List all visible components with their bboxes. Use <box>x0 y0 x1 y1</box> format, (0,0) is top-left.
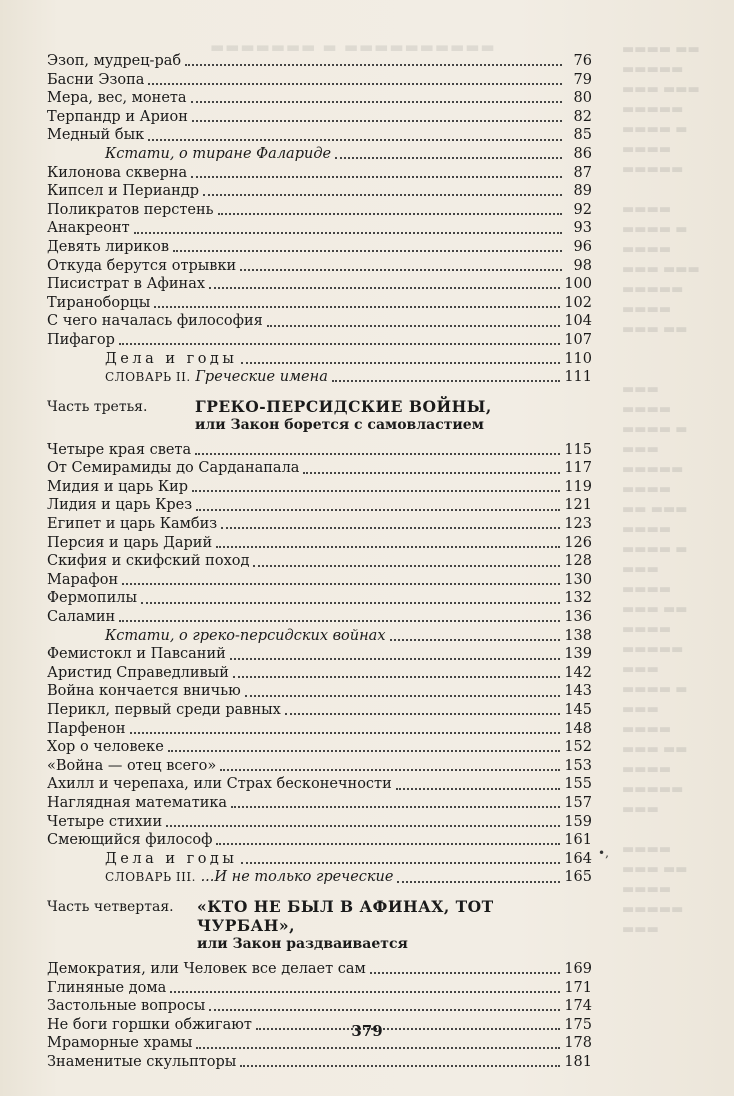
toc-entry <box>47 478 592 497</box>
toc-entry-title: Девять лириков <box>47 238 169 255</box>
dot-leader <box>209 287 560 289</box>
toc-entry-title: Не боги горшки обжигают <box>47 1016 252 1033</box>
toc-entry <box>47 294 592 313</box>
toc-entry <box>47 257 592 276</box>
toc-entry-title: Эзоп, мудрец-раб <box>47 53 182 69</box>
toc-entry-page: 85 <box>573 127 592 144</box>
dot-leader <box>218 213 562 215</box>
dot-leader <box>191 176 562 178</box>
toc-entry-title: Глиняные дома <box>47 979 167 996</box>
dot-leader <box>166 825 560 827</box>
toc-entry-title: Килонова скверна <box>47 164 188 181</box>
part-label: Часть четвертая. <box>47 898 174 915</box>
toc-entry-page: 178 <box>564 1035 592 1052</box>
dot-leader <box>130 732 561 734</box>
dot-leader <box>233 676 560 678</box>
toc-entry <box>47 331 592 350</box>
toc-entry-title: Перикл, первый среди равных <box>47 702 281 718</box>
dot-leader <box>370 972 561 974</box>
toc-entry <box>47 720 592 739</box>
toc-entry-title: Хор о человеке <box>47 739 164 756</box>
toc-entry <box>47 701 592 720</box>
toc-entry-title: Персия и царь Дарий <box>47 534 213 551</box>
dot-leader <box>216 546 560 548</box>
toc-entry <box>47 496 592 515</box>
toc-entry-page: 155 <box>564 776 592 793</box>
dot-leader <box>185 64 562 66</box>
toc-entry-page: 161 <box>564 832 592 849</box>
toc-entry-page: 87 <box>573 164 592 181</box>
dot-leader <box>119 343 560 345</box>
dot-leader <box>203 194 562 196</box>
dot-leader <box>241 362 560 364</box>
toc-entry-title: Кстати, о греко-персидских войнах <box>105 627 386 644</box>
toc-entry <box>47 979 592 998</box>
toc-entry-page: 102 <box>564 294 592 311</box>
toc-entry <box>47 571 592 590</box>
dot-leader <box>335 157 562 159</box>
toc-entry-page: 130 <box>564 571 592 588</box>
toc-entry-title: Аристид Справедливый <box>47 664 229 681</box>
toc-entry-page: 136 <box>564 609 592 626</box>
toc-entry <box>47 201 592 220</box>
toc-entry <box>47 589 592 608</box>
table-of-contents <box>47 52 592 1072</box>
toc-entry-page: 110 <box>564 350 592 367</box>
toc-entry-title: Наглядная математика <box>47 794 228 811</box>
dot-leader <box>195 453 560 455</box>
toc-entry-page: 181 <box>564 1053 592 1070</box>
dot-leader <box>230 658 561 660</box>
toc-entry-page: 89 <box>573 183 592 200</box>
toc-entry <box>47 738 592 757</box>
toc-entry <box>47 997 592 1016</box>
dot-leader <box>192 120 562 122</box>
toc-entry <box>47 813 592 832</box>
toc-entry <box>47 552 592 571</box>
dot-leader <box>390 639 561 641</box>
toc-entry-title: Мраморные храмы <box>47 1035 193 1052</box>
toc-entry-title: Кипсел и Периандр <box>47 183 200 200</box>
toc-entry-title: Четыре края света <box>47 441 192 458</box>
dot-leader <box>141 602 560 604</box>
dot-leader <box>245 695 561 697</box>
toc-entry <box>47 775 592 794</box>
toc-entry-title: Тираноборцы <box>47 294 151 311</box>
toc-entry-page: 159 <box>564 813 592 830</box>
toc-entry-page: 138 <box>564 627 592 644</box>
toc-entry <box>47 459 592 478</box>
toc-entry-title: Смеющийся философ <box>47 832 213 849</box>
toc-entry-page: 98 <box>573 257 592 274</box>
bleed-through-header: ▬▬▬▬▬▬▬ ▬ ▬▬▬▬▬▬▬▬▬▬ <box>210 38 496 56</box>
toc-entry <box>47 794 592 813</box>
toc-entry-page: 171 <box>564 979 592 996</box>
toc-entry-page: 117 <box>564 460 592 477</box>
toc-entry-title: Четыре стихии <box>47 813 163 830</box>
toc-entry-title: Откуда берутся отрывки <box>47 257 237 274</box>
toc-entry-title: Лидия и царь Крез <box>47 497 193 514</box>
toc-entry-title: Мера, вес, монета <box>47 90 187 107</box>
toc-entry-title: Фермопилы <box>47 590 137 607</box>
toc-entry-title: Фемистокл и Павсаний <box>47 646 226 663</box>
toc-entry-page: 169 <box>564 960 592 977</box>
dictionary-title: ...И не только греческие <box>200 869 394 886</box>
toc-entry-page: 145 <box>564 702 592 718</box>
toc-entry-page: 157 <box>564 794 592 811</box>
stray-mark: •, <box>598 846 609 860</box>
toc-dictionary-2 <box>47 368 592 387</box>
toc-entry-title: Скифия и скифский поход <box>47 553 250 570</box>
toc-entry-title: От Семирамиды до Сарданапала <box>47 460 300 477</box>
toc-entry <box>47 627 592 646</box>
dot-leader <box>196 1047 560 1049</box>
toc-entry-title: Пифагор <box>47 331 115 348</box>
toc-entry-title: Египет и царь Камбиз <box>47 516 218 533</box>
toc-entry-title: Война кончается вничью <box>47 683 241 700</box>
toc-entry-page: 152 <box>564 739 592 756</box>
dot-leader <box>267 325 561 327</box>
dot-leader <box>397 881 560 883</box>
toc-entry-title: С чего началась философия <box>47 313 263 330</box>
dot-leader <box>332 380 560 382</box>
dot-leader <box>191 101 562 103</box>
toc-entry-page: 132 <box>564 590 592 607</box>
toc-entry-title: «Война — отец всего» <box>47 757 217 774</box>
dot-leader <box>220 769 560 771</box>
toc-entry-page: 104 <box>564 313 592 330</box>
dot-leader <box>240 269 562 271</box>
dot-leader <box>154 306 560 308</box>
dot-leader <box>173 250 562 252</box>
toc-entry-page: 100 <box>564 276 592 293</box>
toc-entry-page: 115 <box>564 441 592 458</box>
toc-entry <box>47 350 592 369</box>
dot-leader <box>303 472 560 474</box>
toc-entry <box>47 608 592 627</box>
toc-entry <box>47 164 592 183</box>
dot-leader <box>240 1065 560 1067</box>
part-subtitle: или Закон борется с самовластием <box>195 416 484 433</box>
toc-entry-page: 164 <box>564 850 592 867</box>
toc-entry-title: Марафон <box>47 571 119 588</box>
toc-entry <box>47 182 592 201</box>
toc-entry-title: Дела и годы <box>105 350 238 367</box>
toc-entry <box>47 850 592 869</box>
toc-entry-page: 76 <box>573 53 592 69</box>
toc-entry <box>47 89 592 108</box>
toc-entry-title: Застольные вопросы <box>47 998 206 1015</box>
dot-leader <box>122 583 560 585</box>
toc-entry-page: 121 <box>564 497 592 514</box>
toc-entry-page: 79 <box>573 71 592 88</box>
toc-entry <box>47 52 592 71</box>
toc-section-part-3 <box>47 441 592 869</box>
toc-entry <box>47 219 592 238</box>
dot-leader <box>168 750 561 752</box>
toc-entry <box>47 515 592 534</box>
toc-entry <box>47 108 592 127</box>
toc-entry <box>47 757 592 776</box>
toc-entry-page: 86 <box>573 145 592 162</box>
toc-entry-page: 153 <box>564 757 592 774</box>
part-subtitle: или Закон раздваивается <box>197 935 408 952</box>
dictionary-title: Греческие имена <box>195 369 328 386</box>
part-label: Часть третья. <box>47 398 148 415</box>
toc-section-part-4 <box>47 960 592 1072</box>
toc-entry-page: 92 <box>573 201 592 218</box>
toc-entry <box>47 312 592 331</box>
toc-entry-page: 96 <box>573 238 592 255</box>
toc-entry-title: Мидия и царь Кир <box>47 478 189 495</box>
toc-entry-page: 139 <box>564 646 592 663</box>
toc-entry-page: 119 <box>564 478 592 495</box>
toc-entry <box>47 831 592 850</box>
dot-leader <box>396 788 561 790</box>
toc-entry-title: Демократия, или Человек все делает сам <box>47 960 366 977</box>
toc-entry-page: 82 <box>573 108 592 125</box>
toc-entry <box>47 534 592 553</box>
toc-entry-page: 174 <box>564 998 592 1015</box>
toc-entry-page: 123 <box>564 516 592 533</box>
dot-leader <box>134 232 562 234</box>
dot-leader <box>119 620 560 622</box>
toc-entry-title: Анакреонт <box>47 220 130 237</box>
toc-entry <box>47 145 592 164</box>
toc-entry-page: 80 <box>573 90 592 107</box>
toc-entry <box>47 682 592 701</box>
part-title: ГРЕКО-ПЕРСИДСКИЕ ВОЙНЫ, <box>195 396 492 416</box>
toc-section-part-2-tail <box>47 52 592 368</box>
toc-entry <box>47 664 592 683</box>
dictionary-page: 111 <box>564 369 592 386</box>
part-title: «КТО НЕ БЫЛ В АФИНАХ, ТОТ ЧУРБАН», <box>197 896 494 935</box>
toc-entry-page: 107 <box>564 331 592 348</box>
toc-entry <box>47 960 592 979</box>
toc-entry <box>47 275 592 294</box>
toc-entry-title: Парфенон <box>47 720 126 737</box>
toc-entry <box>47 441 592 460</box>
dot-leader <box>285 713 560 715</box>
toc-entry-page: 93 <box>573 220 592 237</box>
toc-entry-title: Писистрат в Афинах <box>47 276 206 293</box>
page-number: 379 <box>351 1022 383 1040</box>
dot-leader <box>148 83 562 85</box>
toc-entry <box>47 645 592 664</box>
dot-leader <box>241 862 560 864</box>
toc-entry-title: Кстати, о тиране Фалариде <box>105 145 332 162</box>
dot-leader <box>170 991 560 993</box>
dot-leader <box>253 565 560 567</box>
toc-dictionary-3 <box>47 868 592 887</box>
toc-entry <box>47 71 592 90</box>
toc-entry-title: Терпандр и Арион <box>47 108 188 125</box>
toc-entry-page: 142 <box>564 664 592 681</box>
toc-entry-title: Ахилл и черепаха, или Страх бесконечности <box>47 776 392 793</box>
toc-entry-title: Поликратов перстень <box>47 201 214 218</box>
dot-leader <box>221 527 560 529</box>
bleed-through-text: ▬▬▬▬ ▬▬ ▬▬▬▬▬ ▬▬▬ ▬▬▬ ▬▬▬▬▬ ▬▬▬▬ ▬ ▬▬▬▬ ▬▬▬▬▬ ▬▬▬▬ ▬▬▬▬ ▬ ▬▬▬▬ ▬▬▬ ▬▬▬ ▬▬▬▬▬ ▬▬▬▬ ▬▬▬ ▬▬ ▬▬▬ ▬▬▬▬ ▬▬▬▬ ▬ ▬▬▬ ▬▬▬▬▬ ▬▬▬▬ ▬▬ ▬▬▬ ▬▬▬▬ ▬▬▬▬ ▬ ▬▬▬ ▬▬▬▬ ▬▬▬ ▬▬ ▬▬▬▬ ▬▬▬▬▬ ▬▬▬ ▬▬▬▬ ▬ ▬▬▬ ▬▬▬▬ ▬▬▬ ▬▬ ▬▬▬▬ ▬▬▬▬▬ ▬▬▬ ▬▬▬▬ ▬▬▬ ▬▬ ▬▬▬▬ ▬▬▬▬▬ ▬▬▬ <box>622 42 700 937</box>
toc-entry-page: 143 <box>564 683 592 700</box>
toc-entry-title: Медный бык <box>47 127 145 144</box>
toc-entry <box>47 126 592 145</box>
toc-entry-page: 128 <box>564 553 592 570</box>
dictionary-label: СЛОВАРЬ III. <box>105 870 196 885</box>
toc-entry-title: Знаменитые скульпторы <box>47 1053 237 1070</box>
toc-entry-page: 148 <box>564 720 592 737</box>
toc-entry-page: 175 <box>564 1016 592 1033</box>
dictionary-page: 165 <box>564 869 592 886</box>
toc-entry-title: Дела и годы <box>105 850 238 867</box>
toc-entry-title: Саламин <box>47 609 116 626</box>
part-4-heading <box>47 897 592 954</box>
dot-leader <box>231 806 560 808</box>
dictionary-label: СЛОВАРЬ II. <box>105 370 191 385</box>
toc-entry-title: Басни Эзопа <box>47 71 145 88</box>
toc-entry <box>47 238 592 257</box>
dot-leader <box>209 1009 560 1011</box>
toc-entry <box>47 1053 592 1072</box>
dot-leader <box>216 843 560 845</box>
part-3-heading <box>47 397 592 435</box>
dot-leader <box>192 490 560 492</box>
dot-leader <box>148 139 562 141</box>
toc-entry-page: 126 <box>564 534 592 551</box>
dot-leader <box>196 509 560 511</box>
